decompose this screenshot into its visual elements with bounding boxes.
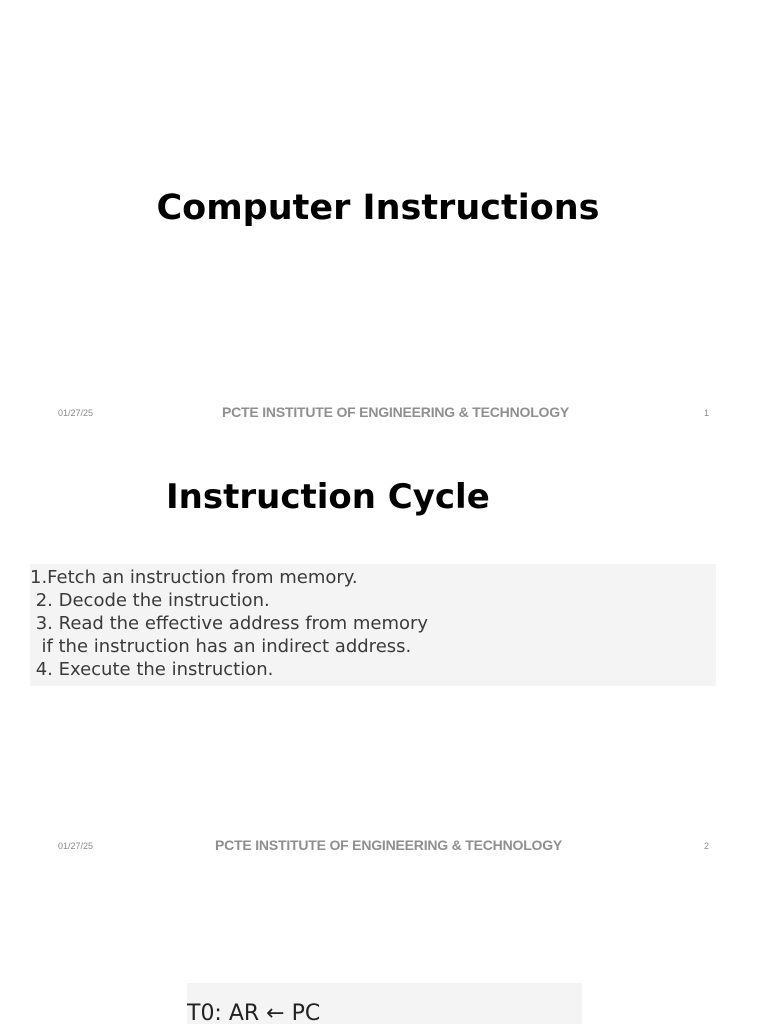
slide-1-footer-date: 01/27/25 <box>58 408 94 418</box>
list-item: 4. Execute the instruction. <box>30 659 274 680</box>
slide-1-title: Computer Instructions <box>156 188 600 228</box>
instruction-cycle-steps <box>30 564 716 686</box>
slide-2-heading: Instruction Cycle <box>166 477 490 517</box>
slide-2-footer <box>0 837 768 857</box>
slide-1-page-number: 1 <box>704 408 710 418</box>
slide-1-footer-institute: PCTE INSTITUTE OF ENGINEERING & TECHNOLOGY <box>222 404 570 420</box>
slide-2-page-number: 2 <box>704 841 710 851</box>
slide-1-footer <box>0 404 768 424</box>
list-item: if the instruction has an indirect address. <box>30 636 412 657</box>
slide-3-register-transfer: T0: AR ← PC <box>187 1001 321 1024</box>
list-item: 1.Fetch an instruction from memory. <box>30 567 358 588</box>
slide-2-footer-date: 01/27/25 <box>58 841 94 851</box>
list-item: 2. Decode the instruction. <box>30 590 270 611</box>
slide-2-footer-institute: PCTE INSTITUTE OF ENGINEERING & TECHNOLOGY <box>215 837 563 853</box>
list-item: 3. Read the effective address from memory <box>30 613 429 634</box>
